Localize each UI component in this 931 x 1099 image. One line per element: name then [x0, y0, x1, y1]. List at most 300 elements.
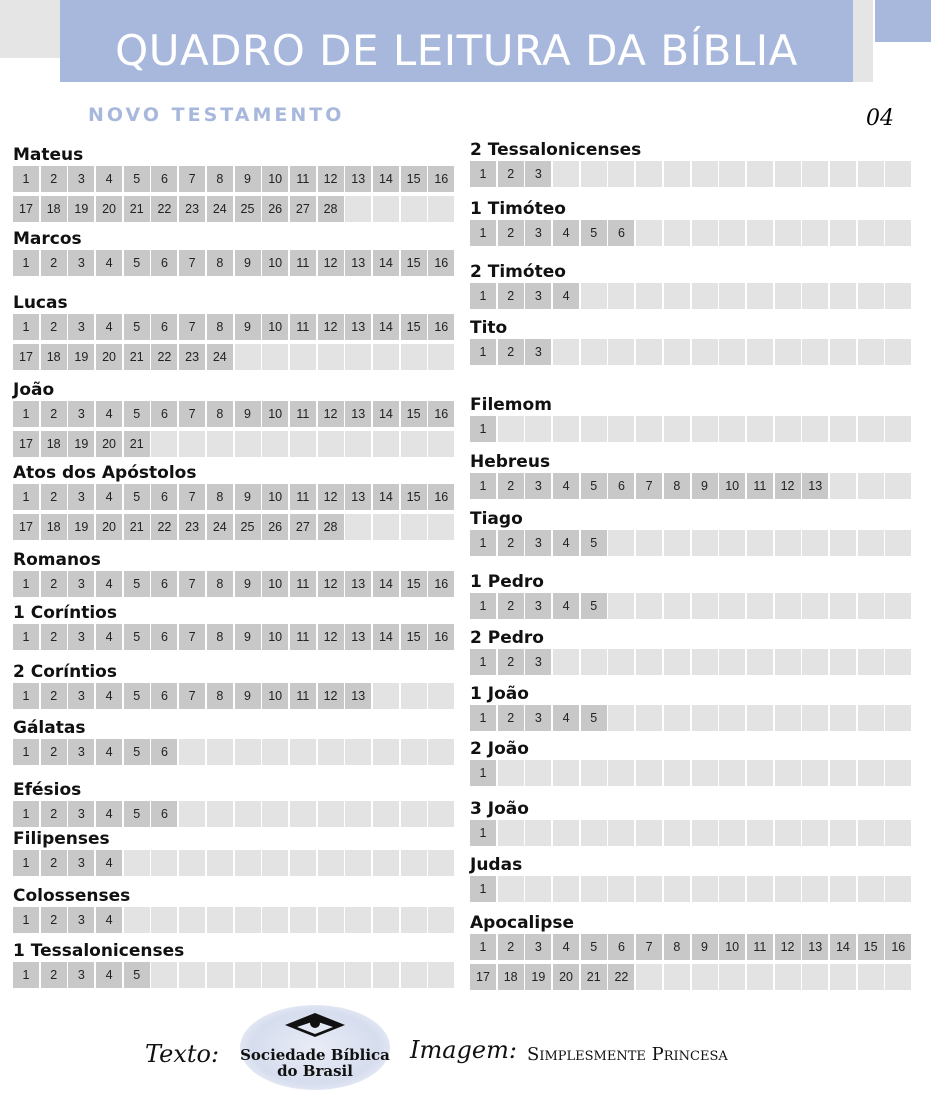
empty-box[interactable]	[428, 431, 454, 457]
empty-box[interactable]	[608, 705, 634, 731]
chapter-box[interactable]: 26	[262, 196, 288, 222]
empty-box[interactable]	[262, 801, 288, 827]
chapter-box[interactable]: 15	[401, 166, 427, 192]
chapter-box[interactable]: 28	[318, 196, 344, 222]
chapter-box[interactable]: 16	[428, 250, 454, 276]
empty-box[interactable]	[636, 530, 662, 556]
empty-box[interactable]	[608, 820, 634, 846]
empty-box[interactable]	[428, 801, 454, 827]
chapter-box[interactable]: 16	[428, 624, 454, 650]
empty-box[interactable]	[802, 220, 828, 246]
chapter-box[interactable]: 19	[68, 196, 94, 222]
empty-box[interactable]	[608, 593, 634, 619]
chapter-box[interactable]: 10	[262, 401, 288, 427]
empty-box[interactable]	[692, 416, 718, 442]
chapter-box[interactable]: 26	[262, 514, 288, 540]
chapter-box[interactable]: 22	[151, 514, 177, 540]
chapter-box[interactable]: 6	[151, 801, 177, 827]
empty-box[interactable]	[885, 964, 911, 990]
empty-box[interactable]	[553, 339, 579, 365]
chapter-box[interactable]: 1	[13, 907, 39, 933]
chapter-box[interactable]: 15	[401, 624, 427, 650]
empty-box[interactable]	[858, 339, 884, 365]
empty-box[interactable]	[858, 705, 884, 731]
empty-box[interactable]	[830, 705, 856, 731]
empty-box[interactable]	[885, 220, 911, 246]
chapter-box[interactable]: 10	[262, 166, 288, 192]
chapter-box[interactable]: 13	[345, 571, 371, 597]
empty-box[interactable]	[318, 962, 344, 988]
chapter-box[interactable]: 2	[498, 649, 524, 675]
chapter-box[interactable]: 4	[96, 624, 122, 650]
chapter-box[interactable]: 12	[775, 934, 801, 960]
empty-box[interactable]	[830, 649, 856, 675]
chapter-box[interactable]: 20	[96, 431, 122, 457]
chapter-box[interactable]: 17	[13, 514, 39, 540]
chapter-box[interactable]: 12	[318, 166, 344, 192]
empty-box[interactable]	[775, 220, 801, 246]
chapter-box[interactable]: 19	[68, 431, 94, 457]
empty-box[interactable]	[775, 760, 801, 786]
empty-box[interactable]	[802, 283, 828, 309]
empty-box[interactable]	[664, 964, 690, 990]
chapter-box[interactable]: 10	[719, 473, 745, 499]
chapter-box[interactable]: 5	[124, 571, 150, 597]
empty-box[interactable]	[664, 876, 690, 902]
chapter-box[interactable]: 4	[553, 473, 579, 499]
empty-box[interactable]	[830, 820, 856, 846]
empty-box[interactable]	[747, 649, 773, 675]
chapter-box[interactable]: 13	[345, 484, 371, 510]
empty-box[interactable]	[858, 593, 884, 619]
chapter-box[interactable]: 6	[151, 683, 177, 709]
empty-box[interactable]	[747, 416, 773, 442]
empty-box[interactable]	[290, 344, 316, 370]
chapter-box[interactable]: 3	[68, 401, 94, 427]
chapter-box[interactable]: 2	[41, 801, 67, 827]
chapter-box[interactable]: 4	[96, 314, 122, 340]
chapter-box[interactable]: 5	[124, 166, 150, 192]
chapter-box[interactable]: 2	[41, 683, 67, 709]
chapter-box[interactable]: 4	[553, 530, 579, 556]
empty-box[interactable]	[636, 416, 662, 442]
empty-box[interactable]	[747, 283, 773, 309]
chapter-box[interactable]: 2	[498, 705, 524, 731]
chapter-box[interactable]: 12	[318, 250, 344, 276]
empty-box[interactable]	[775, 593, 801, 619]
chapter-box[interactable]: 1	[470, 530, 496, 556]
empty-box[interactable]	[775, 705, 801, 731]
empty-box[interactable]	[692, 339, 718, 365]
empty-box[interactable]	[373, 850, 399, 876]
chapter-box[interactable]: 5	[581, 934, 607, 960]
chapter-box[interactable]: 14	[373, 314, 399, 340]
chapter-box[interactable]: 19	[68, 514, 94, 540]
empty-box[interactable]	[179, 739, 205, 765]
chapter-box[interactable]: 3	[68, 907, 94, 933]
empty-box[interactable]	[664, 593, 690, 619]
chapter-box[interactable]: 2	[41, 571, 67, 597]
chapter-box[interactable]: 8	[207, 683, 233, 709]
chapter-box[interactable]: 2	[498, 339, 524, 365]
empty-box[interactable]	[428, 962, 454, 988]
chapter-box[interactable]: 2	[498, 934, 524, 960]
chapter-box[interactable]: 13	[802, 934, 828, 960]
chapter-box[interactable]: 4	[96, 962, 122, 988]
empty-box[interactable]	[262, 907, 288, 933]
empty-box[interactable]	[692, 161, 718, 187]
chapter-box[interactable]: 3	[525, 530, 551, 556]
chapter-box[interactable]: 1	[13, 314, 39, 340]
chapter-box[interactable]: 16	[885, 934, 911, 960]
chapter-box[interactable]: 9	[235, 166, 261, 192]
empty-box[interactable]	[235, 850, 261, 876]
empty-box[interactable]	[345, 962, 371, 988]
empty-box[interactable]	[581, 760, 607, 786]
chapter-box[interactable]: 11	[747, 473, 773, 499]
chapter-box[interactable]: 11	[290, 571, 316, 597]
empty-box[interactable]	[345, 907, 371, 933]
empty-box[interactable]	[802, 820, 828, 846]
chapter-box[interactable]: 3	[68, 571, 94, 597]
empty-box[interactable]	[775, 283, 801, 309]
empty-box[interactable]	[885, 283, 911, 309]
chapter-box[interactable]: 3	[68, 314, 94, 340]
chapter-box[interactable]: 5	[124, 314, 150, 340]
empty-box[interactable]	[719, 339, 745, 365]
chapter-box[interactable]: 12	[775, 473, 801, 499]
chapter-box[interactable]: 2	[498, 161, 524, 187]
empty-box[interactable]	[858, 473, 884, 499]
empty-box[interactable]	[747, 876, 773, 902]
chapter-box[interactable]: 22	[151, 196, 177, 222]
chapter-box[interactable]: 21	[124, 344, 150, 370]
chapter-box[interactable]: 5	[124, 683, 150, 709]
empty-box[interactable]	[747, 530, 773, 556]
empty-box[interactable]	[345, 196, 371, 222]
empty-box[interactable]	[318, 907, 344, 933]
chapter-box[interactable]: 15	[401, 401, 427, 427]
empty-box[interactable]	[179, 850, 205, 876]
chapter-box[interactable]: 4	[96, 401, 122, 427]
chapter-box[interactable]: 10	[262, 571, 288, 597]
chapter-box[interactable]: 6	[151, 571, 177, 597]
chapter-box[interactable]: 3	[525, 339, 551, 365]
chapter-box[interactable]: 2	[41, 484, 67, 510]
chapter-box[interactable]: 9	[235, 401, 261, 427]
empty-box[interactable]	[290, 850, 316, 876]
empty-box[interactable]	[775, 820, 801, 846]
empty-box[interactable]	[581, 876, 607, 902]
empty-box[interactable]	[235, 431, 261, 457]
empty-box[interactable]	[262, 344, 288, 370]
chapter-box[interactable]: 25	[235, 196, 261, 222]
chapter-box[interactable]: 9	[235, 250, 261, 276]
chapter-box[interactable]: 23	[179, 344, 205, 370]
chapter-box[interactable]: 10	[262, 624, 288, 650]
empty-box[interactable]	[235, 962, 261, 988]
empty-box[interactable]	[802, 649, 828, 675]
chapter-box[interactable]: 15	[401, 571, 427, 597]
chapter-box[interactable]: 18	[41, 431, 67, 457]
empty-box[interactable]	[802, 964, 828, 990]
chapter-box[interactable]: 20	[96, 344, 122, 370]
chapter-box[interactable]: 8	[207, 624, 233, 650]
chapter-box[interactable]: 4	[553, 593, 579, 619]
chapter-box[interactable]: 14	[373, 166, 399, 192]
empty-box[interactable]	[179, 431, 205, 457]
chapter-box[interactable]: 16	[428, 314, 454, 340]
empty-box[interactable]	[428, 739, 454, 765]
empty-box[interactable]	[345, 431, 371, 457]
chapter-box[interactable]: 1	[470, 876, 496, 902]
chapter-box[interactable]: 11	[290, 624, 316, 650]
empty-box[interactable]	[664, 649, 690, 675]
chapter-box[interactable]: 4	[553, 934, 579, 960]
empty-box[interactable]	[207, 907, 233, 933]
chapter-box[interactable]: 6	[151, 314, 177, 340]
chapter-box[interactable]: 10	[262, 484, 288, 510]
empty-box[interactable]	[885, 820, 911, 846]
empty-box[interactable]	[636, 339, 662, 365]
empty-box[interactable]	[775, 964, 801, 990]
empty-box[interactable]	[581, 339, 607, 365]
empty-box[interactable]	[290, 739, 316, 765]
chapter-box[interactable]: 1	[470, 705, 496, 731]
empty-box[interactable]	[525, 416, 551, 442]
empty-box[interactable]	[747, 339, 773, 365]
empty-box[interactable]	[719, 593, 745, 619]
chapter-box[interactable]: 1	[13, 571, 39, 597]
chapter-box[interactable]: 25	[235, 514, 261, 540]
chapter-box[interactable]: 21	[124, 431, 150, 457]
chapter-box[interactable]: 1	[470, 934, 496, 960]
empty-box[interactable]	[498, 416, 524, 442]
empty-box[interactable]	[262, 431, 288, 457]
empty-box[interactable]	[664, 705, 690, 731]
empty-box[interactable]	[373, 514, 399, 540]
chapter-box[interactable]: 9	[235, 314, 261, 340]
empty-box[interactable]	[608, 760, 634, 786]
chapter-box[interactable]: 22	[151, 344, 177, 370]
chapter-box[interactable]: 5	[581, 705, 607, 731]
empty-box[interactable]	[885, 760, 911, 786]
chapter-box[interactable]: 7	[179, 166, 205, 192]
chapter-box[interactable]: 2	[41, 962, 67, 988]
chapter-box[interactable]: 4	[96, 683, 122, 709]
chapter-box[interactable]: 3	[68, 484, 94, 510]
empty-box[interactable]	[664, 820, 690, 846]
empty-box[interactable]	[553, 416, 579, 442]
chapter-box[interactable]: 9	[235, 624, 261, 650]
empty-box[interactable]	[719, 820, 745, 846]
empty-box[interactable]	[262, 739, 288, 765]
empty-box[interactable]	[401, 344, 427, 370]
empty-box[interactable]	[151, 431, 177, 457]
chapter-box[interactable]: 6	[608, 220, 634, 246]
chapter-box[interactable]: 2	[498, 530, 524, 556]
empty-box[interactable]	[802, 705, 828, 731]
chapter-box[interactable]: 7	[179, 401, 205, 427]
chapter-box[interactable]: 11	[290, 401, 316, 427]
chapter-box[interactable]: 3	[525, 593, 551, 619]
empty-box[interactable]	[858, 530, 884, 556]
chapter-box[interactable]: 8	[207, 166, 233, 192]
empty-box[interactable]	[401, 962, 427, 988]
chapter-box[interactable]: 1	[13, 484, 39, 510]
chapter-box[interactable]: 7	[179, 314, 205, 340]
empty-box[interactable]	[636, 760, 662, 786]
empty-box[interactable]	[775, 416, 801, 442]
empty-box[interactable]	[581, 649, 607, 675]
chapter-box[interactable]: 1	[470, 649, 496, 675]
chapter-box[interactable]: 15	[401, 250, 427, 276]
chapter-box[interactable]: 20	[553, 964, 579, 990]
chapter-box[interactable]: 2	[41, 850, 67, 876]
empty-box[interactable]	[318, 344, 344, 370]
chapter-box[interactable]: 16	[428, 166, 454, 192]
chapter-box[interactable]: 4	[96, 801, 122, 827]
empty-box[interactable]	[345, 344, 371, 370]
empty-box[interactable]	[719, 705, 745, 731]
chapter-box[interactable]: 7	[636, 473, 662, 499]
chapter-box[interactable]: 13	[802, 473, 828, 499]
chapter-box[interactable]: 6	[608, 934, 634, 960]
chapter-box[interactable]: 20	[96, 514, 122, 540]
chapter-box[interactable]: 1	[470, 220, 496, 246]
chapter-box[interactable]: 3	[525, 161, 551, 187]
empty-box[interactable]	[179, 907, 205, 933]
empty-box[interactable]	[401, 514, 427, 540]
chapter-box[interactable]: 2	[498, 283, 524, 309]
empty-box[interactable]	[692, 964, 718, 990]
empty-box[interactable]	[608, 530, 634, 556]
empty-box[interactable]	[802, 339, 828, 365]
chapter-box[interactable]: 2	[498, 220, 524, 246]
empty-box[interactable]	[151, 907, 177, 933]
chapter-box[interactable]: 3	[68, 683, 94, 709]
empty-box[interactable]	[858, 964, 884, 990]
chapter-box[interactable]: 27	[290, 514, 316, 540]
empty-box[interactable]	[373, 907, 399, 933]
chapter-box[interactable]: 4	[96, 484, 122, 510]
empty-box[interactable]	[151, 962, 177, 988]
chapter-box[interactable]: 12	[318, 484, 344, 510]
chapter-box[interactable]: 1	[470, 416, 496, 442]
empty-box[interactable]	[830, 339, 856, 365]
chapter-box[interactable]: 17	[13, 196, 39, 222]
empty-box[interactable]	[664, 339, 690, 365]
chapter-box[interactable]: 7	[179, 624, 205, 650]
empty-box[interactable]	[747, 820, 773, 846]
chapter-box[interactable]: 12	[318, 401, 344, 427]
empty-box[interactable]	[428, 683, 454, 709]
empty-box[interactable]	[553, 760, 579, 786]
chapter-box[interactable]: 3	[68, 739, 94, 765]
chapter-box[interactable]: 21	[581, 964, 607, 990]
empty-box[interactable]	[885, 161, 911, 187]
chapter-box[interactable]: 2	[41, 314, 67, 340]
chapter-box[interactable]: 4	[96, 739, 122, 765]
empty-box[interactable]	[719, 649, 745, 675]
chapter-box[interactable]: 1	[470, 473, 496, 499]
empty-box[interactable]	[802, 161, 828, 187]
chapter-box[interactable]: 8	[664, 934, 690, 960]
chapter-box[interactable]: 12	[318, 624, 344, 650]
empty-box[interactable]	[207, 739, 233, 765]
chapter-box[interactable]: 3	[525, 934, 551, 960]
empty-box[interactable]	[747, 161, 773, 187]
empty-box[interactable]	[498, 820, 524, 846]
empty-box[interactable]	[664, 161, 690, 187]
empty-box[interactable]	[608, 416, 634, 442]
empty-box[interactable]	[692, 649, 718, 675]
empty-box[interactable]	[692, 530, 718, 556]
chapter-box[interactable]: 4	[553, 283, 579, 309]
chapter-box[interactable]: 6	[151, 166, 177, 192]
chapter-box[interactable]: 6	[151, 401, 177, 427]
empty-box[interactable]	[318, 850, 344, 876]
empty-box[interactable]	[401, 739, 427, 765]
chapter-box[interactable]: 1	[13, 739, 39, 765]
empty-box[interactable]	[775, 530, 801, 556]
chapter-box[interactable]: 3	[525, 220, 551, 246]
empty-box[interactable]	[290, 801, 316, 827]
chapter-box[interactable]: 10	[262, 314, 288, 340]
empty-box[interactable]	[428, 907, 454, 933]
chapter-box[interactable]: 18	[41, 514, 67, 540]
empty-box[interactable]	[401, 196, 427, 222]
chapter-box[interactable]: 1	[13, 166, 39, 192]
chapter-box[interactable]: 18	[498, 964, 524, 990]
empty-box[interactable]	[830, 876, 856, 902]
chapter-box[interactable]: 1	[470, 283, 496, 309]
empty-box[interactable]	[858, 161, 884, 187]
chapter-box[interactable]: 13	[345, 166, 371, 192]
chapter-box[interactable]: 18	[41, 344, 67, 370]
chapter-box[interactable]: 15	[858, 934, 884, 960]
empty-box[interactable]	[885, 705, 911, 731]
chapter-box[interactable]: 13	[345, 624, 371, 650]
empty-box[interactable]	[428, 850, 454, 876]
chapter-box[interactable]: 14	[373, 250, 399, 276]
chapter-box[interactable]: 5	[124, 624, 150, 650]
chapter-box[interactable]: 27	[290, 196, 316, 222]
chapter-box[interactable]: 1	[13, 250, 39, 276]
chapter-box[interactable]: 21	[124, 196, 150, 222]
chapter-box[interactable]: 1	[13, 683, 39, 709]
chapter-box[interactable]: 4	[96, 850, 122, 876]
empty-box[interactable]	[830, 473, 856, 499]
chapter-box[interactable]: 6	[151, 624, 177, 650]
chapter-box[interactable]: 1	[470, 593, 496, 619]
chapter-box[interactable]: 8	[664, 473, 690, 499]
empty-box[interactable]	[608, 876, 634, 902]
chapter-box[interactable]: 16	[428, 571, 454, 597]
chapter-box[interactable]: 18	[41, 196, 67, 222]
empty-box[interactable]	[692, 705, 718, 731]
empty-box[interactable]	[401, 801, 427, 827]
chapter-box[interactable]: 5	[581, 530, 607, 556]
chapter-box[interactable]: 11	[290, 314, 316, 340]
chapter-box[interactable]: 9	[692, 934, 718, 960]
chapter-box[interactable]: 6	[151, 250, 177, 276]
empty-box[interactable]	[581, 283, 607, 309]
chapter-box[interactable]: 8	[207, 401, 233, 427]
chapter-box[interactable]: 15	[401, 484, 427, 510]
chapter-box[interactable]: 10	[262, 250, 288, 276]
empty-box[interactable]	[608, 161, 634, 187]
